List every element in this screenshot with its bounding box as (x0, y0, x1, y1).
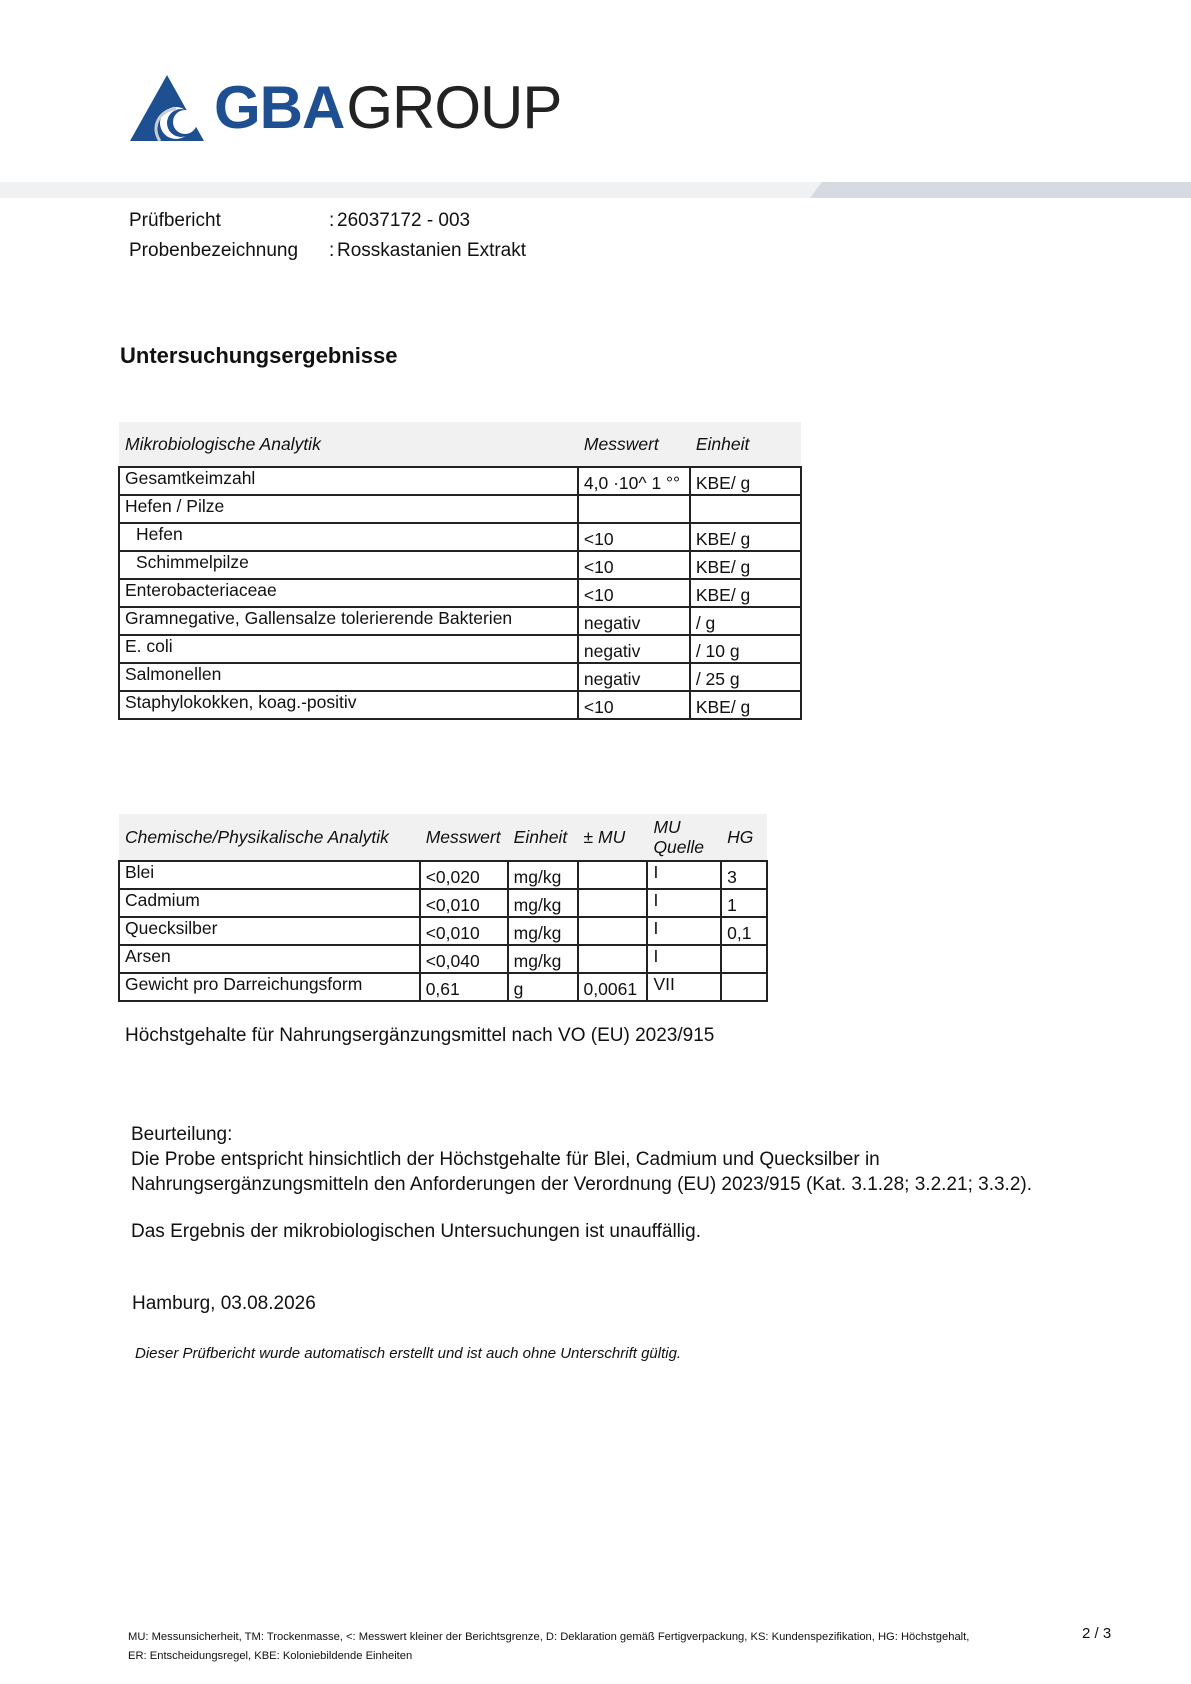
column-header: Messwert (420, 814, 508, 861)
assessment-text: Das Ergebnis der mikrobiologischen Untersuchungen ist unauffällig. (131, 1221, 701, 1242)
table-row (119, 551, 801, 579)
unit: g (508, 973, 578, 1001)
table-header-row (119, 814, 767, 861)
measured-value: negativ (578, 663, 690, 691)
measured-value: <10 (578, 551, 690, 579)
analyte-name: Gewicht pro Darreichungsform (119, 973, 420, 1001)
measured-value: negativ (578, 635, 690, 663)
measured-value: <0,020 (420, 861, 508, 889)
analyte-name: Blei (119, 861, 420, 889)
measured-value: negativ (578, 607, 690, 635)
measured-value: <10 (578, 691, 690, 719)
assessment-title: Beurteilung: (131, 1124, 233, 1145)
header-band-accent (810, 182, 1191, 198)
mu-source: I (647, 889, 721, 917)
unit: mg/kg (508, 861, 578, 889)
assessment-text: Nahrungsergänzungsmitteln den Anforderungen der Verordnung (EU) 2023/915 (Kat. 3.1.28; 3.2.21; 3.3.2). (131, 1174, 1032, 1195)
chem-table (118, 814, 768, 1002)
footer-line: ER: Entscheidungsregel, KBE: Koloniebildende Einheiten (128, 1650, 413, 1662)
meta-separator: : (329, 240, 335, 261)
unit: / g (690, 607, 801, 635)
analyte-name: Hefen (119, 523, 578, 551)
table-row (119, 523, 801, 551)
micro-table (118, 422, 802, 720)
company-logo (130, 72, 561, 144)
unit: / 10 g (690, 635, 801, 663)
table-row (119, 607, 801, 635)
analyte-name: Enterobacteriaceae (119, 579, 578, 607)
analyte-name: Schimmelpilze (119, 551, 578, 579)
footer-legend (128, 1628, 998, 1666)
mu-source: VII (647, 973, 721, 1001)
max-levels-note: Höchstgehalte für Nahrungsergänzungsmittel nach VO (EU) 2023/915 (125, 1025, 715, 1046)
assessment-text: Die Probe entspricht hinsichtlich der Höchstgehalte für Blei, Cadmium und Quecksilber in (131, 1149, 880, 1170)
analyte-name: Gesamtkeimzahl (119, 467, 578, 495)
table-row (119, 495, 801, 523)
max-level: 1 (721, 889, 767, 917)
unit: KBE/ g (690, 467, 801, 495)
unit: mg/kg (508, 889, 578, 917)
uncertainty: 0,0061 (578, 973, 648, 1001)
measured-value (578, 495, 690, 523)
max-level: 3 (721, 861, 767, 889)
measured-value: <10 (578, 579, 690, 607)
meta-report-number (129, 210, 729, 234)
column-header: Einheit (690, 422, 801, 467)
analyte-name: Salmonellen (119, 663, 578, 691)
mu-source: I (647, 945, 721, 973)
section-title: Untersuchungsergebnisse (120, 343, 398, 368)
column-header: Chemische/Physikalische Analytik (119, 814, 420, 861)
analyte-name: Gramnegative, Gallensalze tolerierende Bakterien (119, 607, 578, 635)
column-header: MU Quelle (647, 814, 721, 861)
meta-label: Prüfbericht (129, 210, 221, 231)
measured-value: 4,0 ·10^ 1 °° (578, 467, 690, 495)
measured-value: <0,010 (420, 917, 508, 945)
unit: / 25 g (690, 663, 801, 691)
measured-value: <0,010 (420, 889, 508, 917)
table-row (119, 889, 767, 917)
table-row (119, 635, 801, 663)
column-header: HG (721, 814, 767, 861)
table-row (119, 579, 801, 607)
disclaimer: Dieser Prüfbericht wurde automatisch erstellt und ist auch ohne Unterschrift gültig. (135, 1345, 682, 1362)
table-row (119, 861, 767, 889)
unit: KBE/ g (690, 551, 801, 579)
unit: mg/kg (508, 945, 578, 973)
table-row (119, 973, 767, 1001)
mu-source: I (647, 917, 721, 945)
analyte-name: Staphylokokken, koag.-positiv (119, 691, 578, 719)
meta-value: Rosskastanien Extrakt (337, 240, 527, 261)
logo-triangle-icon (130, 75, 204, 141)
max-level: 0,1 (721, 917, 767, 945)
uncertainty (578, 945, 648, 973)
column-header: Mikrobiologische Analytik (119, 422, 578, 467)
mu-source: I (647, 861, 721, 889)
uncertainty (578, 889, 648, 917)
uncertainty (578, 917, 648, 945)
analyte-name: Arsen (119, 945, 420, 973)
analyte-name: E. coli (119, 635, 578, 663)
place-date: Hamburg, 03.08.2026 (132, 1293, 316, 1314)
meta-sample-name (129, 240, 729, 264)
meta-value: 26037172 - 003 (337, 210, 471, 231)
measured-value: <10 (578, 523, 690, 551)
page-number: 2 / 3 (1082, 1625, 1112, 1642)
column-header: Einheit (508, 814, 578, 861)
measured-value: 0,61 (420, 973, 508, 1001)
table-row (119, 917, 767, 945)
meta-separator: : (329, 210, 335, 231)
table-row (119, 691, 801, 719)
unit: KBE/ g (690, 523, 801, 551)
unit: mg/kg (508, 917, 578, 945)
max-level (721, 945, 767, 973)
table-row (119, 663, 801, 691)
analyte-name: Cadmium (119, 889, 420, 917)
unit: KBE/ g (690, 691, 801, 719)
logo-text-thin: GROUP (346, 74, 562, 141)
footer-line: MU: Messunsicherheit, TM: Trockenmasse, <: Messwert kleiner der Berichtsgrenze, D: Deklaration gemäß Fertigverpackung, KS: Kundenspezifikation, HG: Höchstgehalt, (128, 1631, 970, 1643)
table-row (119, 467, 801, 495)
column-header: ± MU (578, 814, 648, 861)
unit: KBE/ g (690, 579, 801, 607)
table-header-row (119, 422, 801, 467)
logo-text-bold: GBA (214, 74, 345, 141)
table-row (119, 945, 767, 973)
meta-label: Probenbezeichnung (129, 240, 299, 261)
assessment (131, 1122, 1032, 1244)
measured-value: <0,040 (420, 945, 508, 973)
column-header: Messwert (578, 422, 690, 467)
uncertainty (578, 861, 648, 889)
analyte-name: Hefen / Pilze (119, 495, 578, 523)
max-level (721, 973, 767, 1001)
analyte-name: Quecksilber (119, 917, 420, 945)
unit (690, 495, 801, 523)
